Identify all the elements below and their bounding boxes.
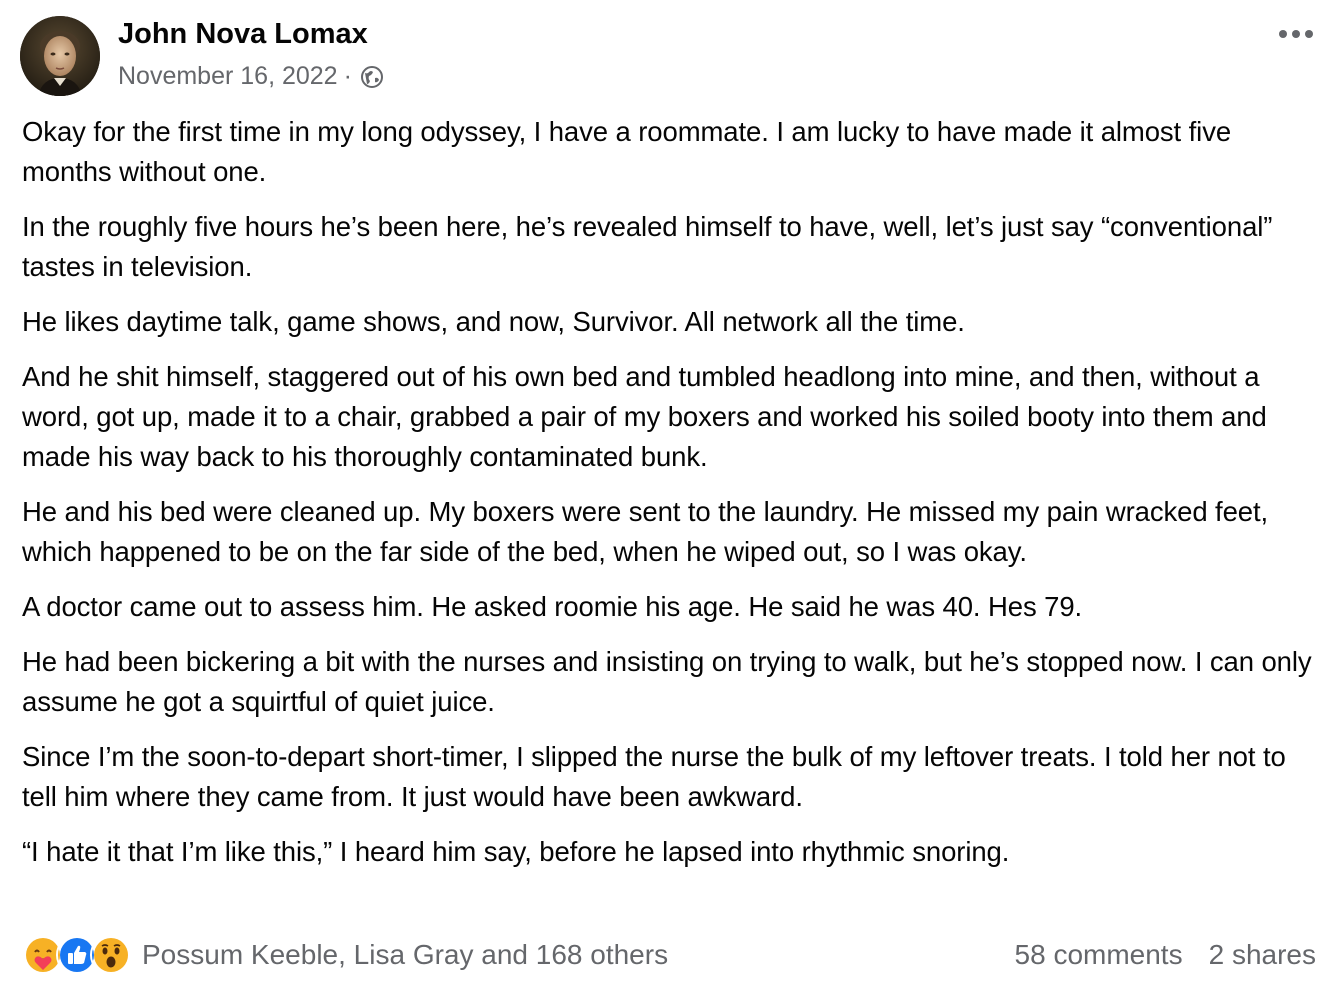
reaction-icons <box>22 934 124 976</box>
post-paragraph: In the roughly five hours he’s been here, he’s revealed himself to have, well, let’s just say “conventional” tastes in television. <box>22 211 1273 282</box>
avatar[interactable] <box>20 16 100 96</box>
post-footer <box>22 930 1316 980</box>
author-name[interactable]: John Nova Lomax <box>118 18 368 50</box>
post-meta <box>118 62 384 91</box>
post-stats <box>1015 939 1316 971</box>
post-paragraph: A doctor came out to assess him. He asked roomie his age. He said he was 40. Hes 79. <box>22 591 1083 622</box>
post-paragraph: Since I’m the soon-to-depart short-timer, I slipped the nurse the bulk of my leftover treats. I told her not to tell him where they came from. It just would have been awkward. <box>22 741 1286 812</box>
wow-reaction-icon <box>90 934 132 976</box>
globe-icon[interactable] <box>360 65 384 89</box>
post-paragraph: He and his bed were cleaned up. My boxers were sent to the laundry. He missed my pain wracked feet, which happened to be on the far side of the bed, when he wiped out, so I was okay. <box>22 496 1269 567</box>
post-date[interactable]: November 16, 2022 <box>118 62 338 90</box>
post-paragraph: And he shit himself, staggered out of his own bed and tumbled headlong into mine, and then, without a word, got up, made it to a chair, grabbed a pair of my boxers and worked his soiled booty into them and made his way back to his thoroughly contaminated bunk. <box>22 361 1267 472</box>
post-paragraph: He likes daytime talk, game shows, and now, Survivor. All network all the time. <box>22 306 965 337</box>
reaction-names[interactable]: Possum Keeble, Lisa Gray and 168 others <box>142 939 669 970</box>
meta-separator: · <box>343 62 352 90</box>
post-paragraph: Okay for the first time in my long odyssey, I have a roommate. I am lucky to have made it almost five months without one. <box>22 116 1232 187</box>
post-header <box>20 16 1320 98</box>
post-paragraph: He had been bickering a bit with the nurses and insisting on trying to walk, but he’s stopped now. I can only assume he got a squirtful of quiet juice. <box>22 646 1312 717</box>
comments-count[interactable]: 58 comments <box>1014 939 1183 970</box>
post-body <box>22 112 1312 887</box>
shares-count[interactable]: 2 shares <box>1208 939 1316 970</box>
more-options-icon[interactable] <box>1276 22 1316 46</box>
reactions-summary[interactable] <box>22 934 668 976</box>
post-paragraph: “I hate it that I’m like this,” I heard him say, before he lapsed into rhythmic snoring. <box>22 836 1010 867</box>
